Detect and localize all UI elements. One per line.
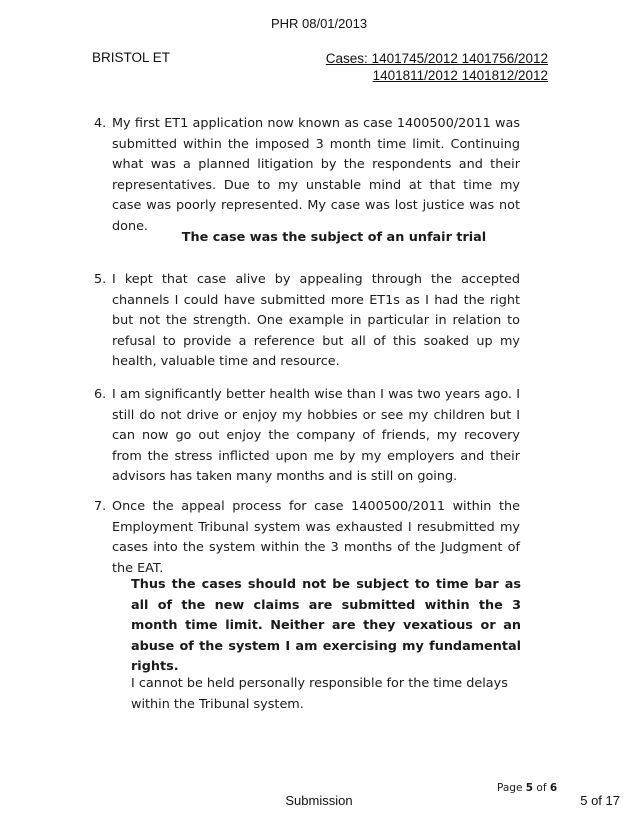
paragraph-text: I am significantly better health wise than I was two years ago. I still do not drive or enjoy my hobbies or see my children but I can now go out enjoy the company of friends, my recovery from the stress inflicted upon me by my employers and their advisors has taken many months and is still on going. (112, 387, 520, 485)
paragraph-number: 6. (94, 387, 107, 402)
case-numbers-line-1: Cases: 1401745/2012 1401756/2012 (325, 51, 548, 66)
header-date: PHR 08/01/2013 (270, 16, 368, 31)
footer-page-count: 5 of 17 (580, 793, 620, 808)
footer-label: Submission (285, 793, 353, 808)
paragraph-text: Once the appeal process for case 1400500/2011 within the Employment Tribunal system was exhausted I resubmitted my cases into the system within the 3 months of the Judgment of the EAT. (112, 499, 520, 576)
closing-statement: I cannot be held personally responsible for the time delays within the Tribunal system. (131, 676, 508, 712)
paragraph-5 (94, 270, 520, 373)
page-counter-total: 6 (549, 782, 558, 794)
case-numbers-line-2: 1401811/2012 1401812/2012 (372, 68, 548, 83)
paragraph-4 (94, 114, 520, 238)
paragraph-text: My first ET1 application now known as case 1400500/2011 was submitted within the imposed 3 month time limit. Continuing what was a planned litigation by the respondents and their representatives. Due to my unstable mind at that time my case was poorly represented. My case was lost justice was not done. (112, 116, 520, 234)
paragraph-number: 4. (94, 116, 107, 131)
paragraph-number: 5. (94, 272, 107, 287)
paragraph-number: 7. (94, 499, 107, 514)
header-case-numbers (318, 50, 548, 84)
page-counter-prefix: Page (497, 782, 523, 794)
page-counter-of: of (536, 782, 547, 794)
section-subheading: The case was the subject of an unfair trial (181, 230, 487, 245)
page-counter-current: 5 (525, 782, 534, 794)
header-party: BRISTOL ET (92, 50, 171, 65)
paragraph-6 (94, 385, 520, 488)
paragraph-7 (94, 497, 520, 579)
bold-statement: Thus the cases should not be subject to time bar as all of the new claims are submitted within the 3 month time limit. Neither are they vexatious or an abuse of the system I am exercising my fundamental rights. (131, 577, 521, 675)
paragraph-text: I kept that case alive by appealing through the accepted channels I could have submitted more ET1s as I had the right but not the strength. One example in particular in relation to refusal to provide a reference but all of this soaked up my health, valuable time and resource. (112, 272, 520, 370)
